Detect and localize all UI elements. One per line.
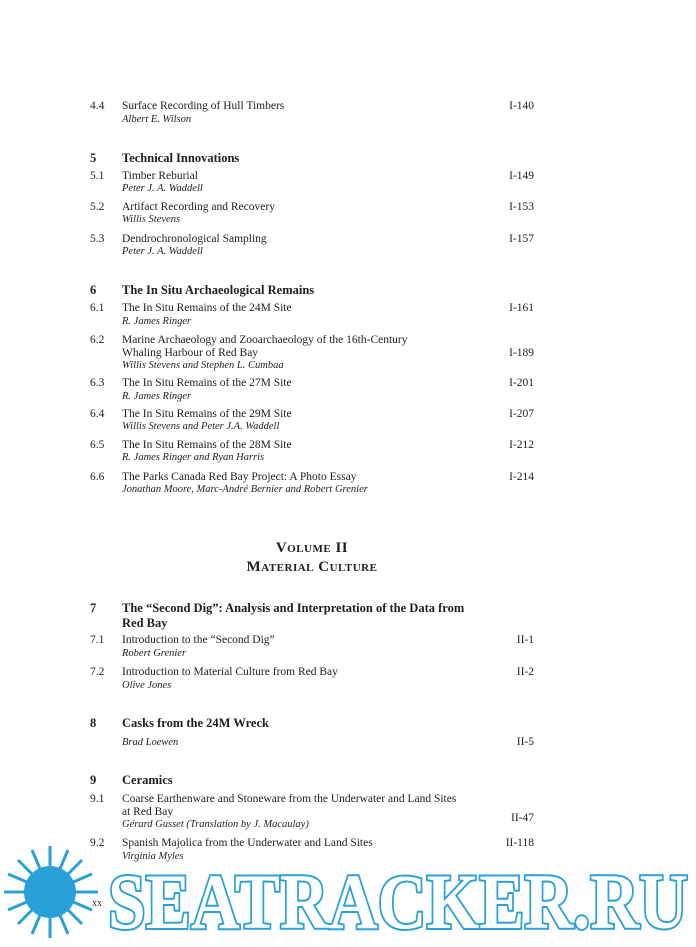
- entry-number: 7.1: [90, 634, 105, 646]
- volume-heading: Volume II: [275, 540, 349, 556]
- entry-number: 9.1: [90, 793, 105, 805]
- entry-page: I-140: [509, 100, 534, 112]
- entry-page: II-2: [516, 666, 534, 678]
- entry-number: 6.3: [90, 377, 105, 389]
- entry-page: I-149: [509, 170, 534, 182]
- entry-title: Coarse Earthenware and Stoneware from the Underwater and Land Sites: [122, 793, 457, 805]
- chapter-title: Technical Innovations: [122, 151, 240, 165]
- entry-author: Virginia Myles: [122, 851, 184, 862]
- chapter-title: The In Situ Archaeological Remains: [122, 283, 315, 297]
- sun-icon: [4, 846, 98, 938]
- volume-subtitle: Material Culture: [246, 559, 378, 575]
- entry-number: 6.6: [90, 471, 105, 483]
- entry-page: I-207: [509, 408, 534, 420]
- entry-title: The In Situ Remains of the 28M Site: [122, 439, 292, 451]
- entry-number: 6.1: [90, 302, 105, 314]
- entry-page: I-212: [509, 439, 534, 451]
- seatracker-watermark: [0, 840, 696, 947]
- entry-title: The In Situ Remains of the 24M Site: [122, 302, 292, 314]
- chapter-title-continued: Red Bay: [122, 616, 168, 630]
- page-number: xx: [92, 898, 102, 909]
- chapter-title: Casks from the 24M Wreck: [122, 716, 269, 730]
- entry-number: 6.4: [90, 408, 105, 420]
- chapter-number: 6: [90, 283, 97, 297]
- entry-page: II-1: [516, 634, 534, 646]
- entry-title-continued: at Red Bay: [122, 806, 174, 818]
- entry-title: Timber Reburial: [122, 170, 198, 182]
- entry-title: Introduction to the “Second Dig”: [122, 634, 275, 646]
- entry-author: Gérard Gusset (Translation by J. Macaulay): [122, 819, 309, 830]
- entry-author: R. James Ringer: [122, 391, 192, 402]
- entry-page: I-214: [509, 471, 534, 483]
- entry-author: Jonathan Moore, Marc-André Bernier and Robert Grenier: [122, 484, 368, 495]
- entry-title: Spanish Majolica from the Underwater and Land Sites: [122, 837, 373, 849]
- entry-author: Peter J. A. Waddell: [122, 183, 203, 194]
- entry-title: The In Situ Remains of the 27M Site: [122, 377, 292, 389]
- entry-author: Brad Loewen: [122, 737, 179, 748]
- entry-page: II-118: [505, 837, 534, 849]
- entry-title: Marine Archaeology and Zooarchaeology of the 16th-Century: [122, 334, 408, 346]
- entry-title-continued: Whaling Harbour of Red Bay: [122, 347, 259, 359]
- entry-title: Artifact Recording and Recovery: [122, 201, 275, 213]
- entry-author: Albert E. Wilson: [122, 114, 192, 125]
- entry-title: The In Situ Remains of the 29M Site: [122, 408, 292, 420]
- entry-number: 5.2: [90, 201, 105, 213]
- entry-number: 4.4: [90, 100, 105, 112]
- chapter-number: 7: [90, 601, 97, 615]
- entry-title: Surface Recording of Hull Timbers: [122, 100, 285, 112]
- entry-author: Peter J. A. Waddell: [122, 246, 203, 257]
- chapter-number: 9: [90, 773, 97, 787]
- entry-page: II-5: [516, 736, 534, 748]
- entry-title: Dendrochronological Sampling: [122, 233, 267, 245]
- entry-number: 9.2: [90, 837, 105, 849]
- entry-author: Willis Stevens: [122, 214, 181, 225]
- entry-author: Olive Jones: [122, 680, 172, 691]
- entry-author: R. James Ringer: [122, 316, 192, 327]
- entry-author: R. James Ringer and Ryan Harris: [122, 452, 265, 463]
- entry-page: I-153: [509, 201, 534, 213]
- entry-number: 5.3: [90, 233, 105, 245]
- entry-number: 6.2: [90, 334, 105, 346]
- entry-author: Willis Stevens and Peter J.A. Waddell: [122, 421, 280, 432]
- chapter-number: 8: [90, 716, 97, 730]
- entry-page: I-157: [509, 233, 534, 245]
- entry-number: 7.2: [90, 666, 105, 678]
- entry-number: 6.5: [90, 439, 105, 451]
- entry-page: II-47: [511, 812, 534, 824]
- entry-number: 5.1: [90, 170, 105, 182]
- entry-page: I-161: [509, 302, 534, 314]
- entry-page: I-201: [509, 377, 534, 389]
- chapter-number: 5: [90, 151, 97, 165]
- chapter-title: Ceramics: [122, 773, 173, 787]
- entry-title: The Parks Canada Red Bay Project: A Photo Essay: [122, 471, 357, 483]
- entry-title: Introduction to Material Culture from Red Bay: [122, 666, 338, 678]
- watermark-text: SEATRACKER.RU: [108, 858, 688, 945]
- entry-page: I-189: [509, 347, 534, 359]
- entry-author: Robert Grenier: [122, 648, 187, 659]
- chapter-title: The “Second Dig”: Analysis and Interpretation of the Data from: [122, 601, 465, 615]
- entry-author: Willis Stevens and Stephen L. Cumbaa: [122, 360, 284, 371]
